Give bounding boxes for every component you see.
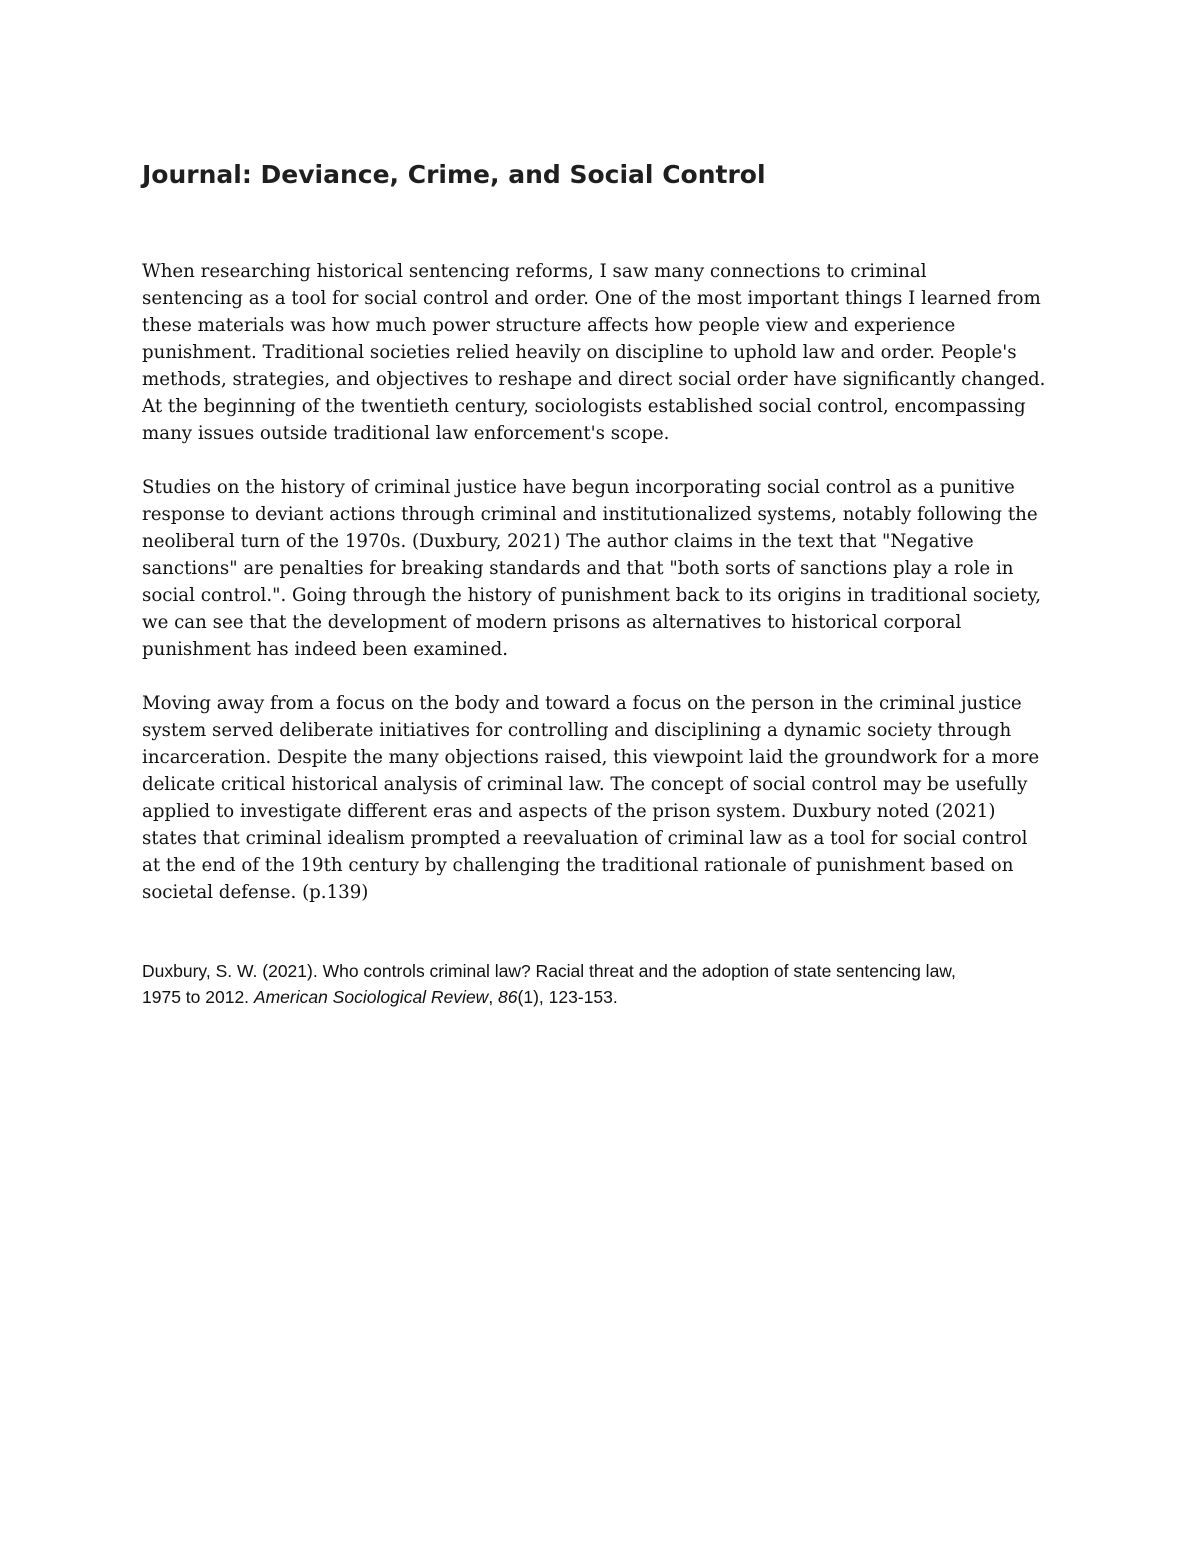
paragraph-1 <box>142 258 1072 447</box>
paragraph-line: applied to investigate different eras and aspects of the prison system. Duxbury noted (2021) <box>142 801 996 822</box>
paragraph-line: states that criminal idealism prompted a reevaluation of criminal law as a tool for social control <box>142 828 1028 849</box>
paragraph-line: punishment. Traditional societies relied heavily on discipline to uphold law and order. People's <box>142 342 1017 363</box>
paragraph-line: many issues outside traditional law enforcement's scope. <box>142 423 670 444</box>
reference-volume: 86 <box>498 987 518 1007</box>
paragraph-3 <box>142 690 1072 906</box>
paragraph-2 <box>142 474 1072 663</box>
paragraph-line: methods, strategies, and objectives to reshape and direct social order have significantly changed. <box>142 369 1046 390</box>
reference-journal: American Sociological Review <box>253 987 489 1007</box>
reference-separator: , <box>488 987 499 1007</box>
paragraph-line: Moving away from a focus on the body and toward a focus on the person in the criminal justice <box>142 693 1022 714</box>
paragraph-line: neoliberal turn of the 1970s. (Duxbury, 2021) The author claims in the text that "Negative <box>142 531 974 552</box>
reference-line-1: Duxbury, S. W. (2021). Who controls criminal law? Racial threat and the adoption of state sentencing law, <box>142 961 956 981</box>
paragraph-line: At the beginning of the twentieth century, sociologists established social control, encompassing <box>142 396 1026 417</box>
paragraph-line: punishment has indeed been examined. <box>142 639 509 660</box>
reference-years: 1975 to 2012. <box>142 987 254 1007</box>
paragraph-line: at the end of the 19th century by challenging the traditional rationale of punishment based on <box>142 855 1014 876</box>
paragraph-line: social control.". Going through the history of punishment back to its origins in traditional society, <box>142 585 1042 606</box>
paragraph-line: response to deviant actions through criminal and institutionalized systems, notably following the <box>142 504 1038 525</box>
paragraph-line: delicate critical historical analysis of criminal law. The concept of social control may be usefully <box>142 774 1028 795</box>
paragraph-line: incarceration. Despite the many objections raised, this viewpoint laid the groundwork for a more <box>142 747 1040 768</box>
paragraph-line: When researching historical sentencing reforms, I saw many connections to criminal <box>142 261 927 282</box>
paragraph-line: sanctions" are penalties for breaking standards and that "both sorts of sanctions play a role in <box>142 558 1014 579</box>
paragraph-line: Studies on the history of criminal justice have begun incorporating social control as a punitive <box>142 477 1015 498</box>
reference-line-2 <box>142 984 1072 1010</box>
paragraph-line: societal defense. (p.139) <box>142 882 369 903</box>
journal-title: Journal: Deviance, Crime, and Social Control <box>142 160 766 189</box>
paragraph-line: these materials was how much power structure affects how people view and experience <box>142 315 956 336</box>
reference-issue-pages: (1), 123-153. <box>517 987 618 1007</box>
paragraph-line: system served deliberate initiatives for controlling and disciplining a dynamic society through <box>142 720 1012 741</box>
reference-citation <box>142 958 1072 1010</box>
paragraph-line: sentencing as a tool for social control and order. One of the most important things I learned from <box>142 288 1041 309</box>
paragraph-line: we can see that the development of modern prisons as alternatives to historical corporal <box>142 612 962 633</box>
